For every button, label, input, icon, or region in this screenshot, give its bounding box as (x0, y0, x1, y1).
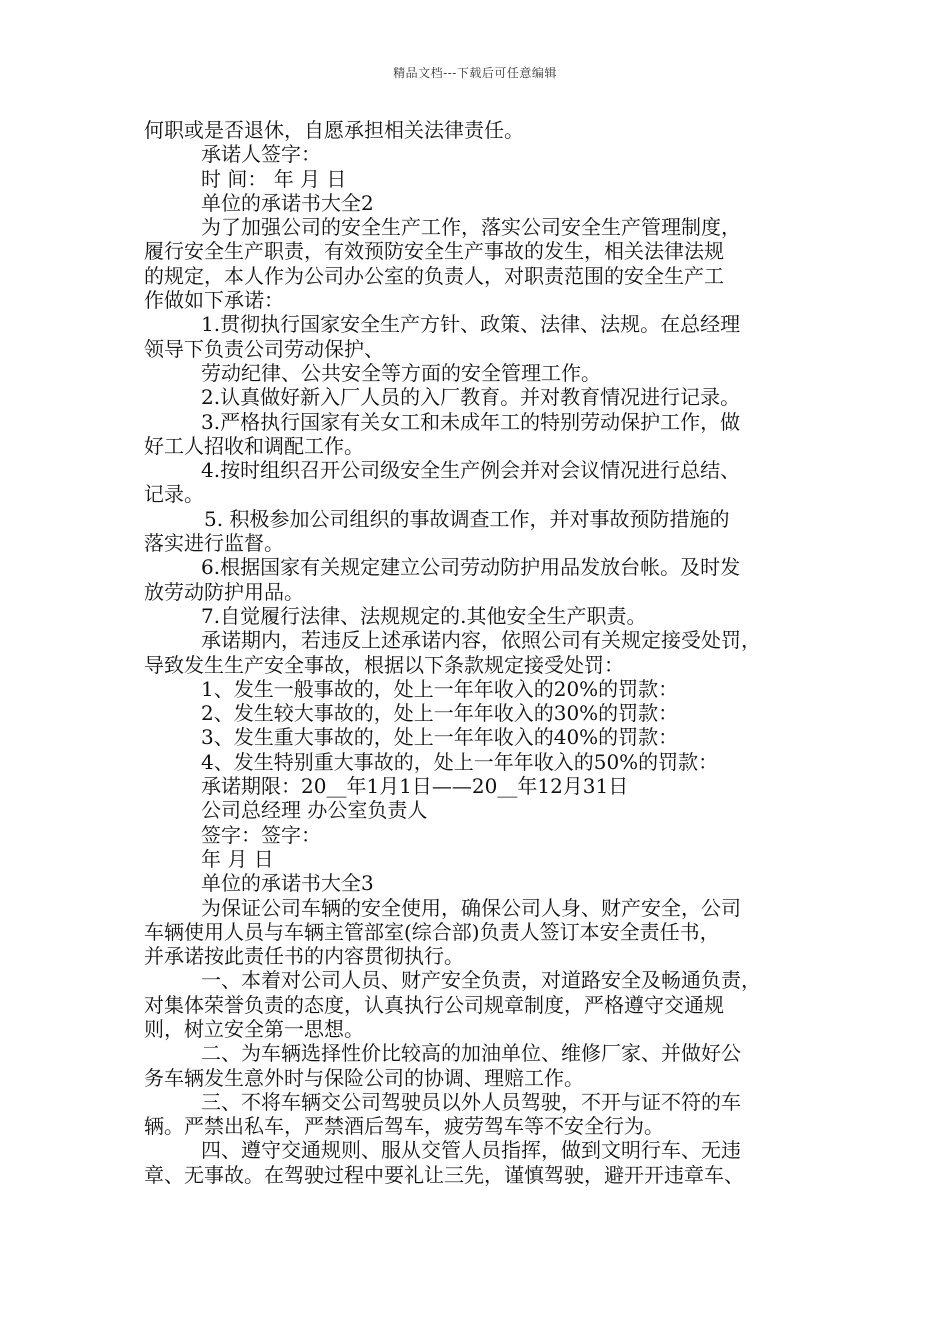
text-line: 导致发生生产安全事故，根据以下条款规定接受处罚： (144, 652, 624, 677)
text-line: 落实进行监督。 (144, 531, 284, 556)
text-line: 承诺期限：20__年1月1日——20__年12月31日 (201, 774, 629, 799)
text-line: 一、本着对公司人员、财产安全负责，对道路安全及畅通负责， (201, 968, 761, 993)
text-line: 4.按时组织召开公司级安全生产例会并对会议情况进行总结、 (201, 458, 741, 483)
text-line: 7.自觉履行法律、法规规定的.其他安全生产职责。 (201, 603, 647, 628)
text-line: 签字：签字： (201, 822, 321, 847)
text-line: 1.贯彻执行国家安全生产方针、政策、法律、法规。在总经理 (201, 312, 741, 337)
text-line: 则，树立安全第一思想。 (144, 1016, 364, 1041)
text-line: 章、无事故。在驾驶过程中要礼让三先，谨慎驾驶，避开开违章车、 (144, 1162, 744, 1187)
text-line: 6.根据国家有关规定建立公司劳动防护用品发放台帐。及时发 (201, 555, 741, 580)
text-line: 3、发生重大事故的，处上一年年收入的40%的罚款： (201, 725, 679, 750)
page-header: 精品文档---下载后可任意编辑 (393, 66, 557, 80)
text-line: 单位的承诺书大全3 (201, 871, 374, 896)
text-line: 劳动纪律、公共安全等方面的安全管理工作。 (201, 360, 601, 385)
text-line: 何职或是否退休，自愿承担相关法律责任。 (144, 118, 524, 142)
text-line: 时 间： 年 月 日 (201, 166, 347, 191)
text-line: 4、发生特别重大事故的，处上一年年收入的50%的罚款： (201, 749, 719, 774)
text-line: 放劳动防护用品。 (144, 579, 304, 604)
text-line: 为保证公司车辆的安全使用，确保公司人身、财产安全，公司 (201, 895, 741, 920)
text-line: 1、发生一般事故的，处上一年年收入的20%的罚款： (201, 676, 679, 701)
text-line: 为了加强公司的安全生产工作，落实公司安全生产管理制度， (201, 215, 741, 240)
document-body (144, 118, 824, 1187)
text-line: 作做如下承诺： (144, 288, 284, 313)
text-line: 公司总经理 办公室负责人 (201, 798, 428, 823)
text-line: 的规定，本人作为公司办公室的负责人，对职责范围的安全生产工 (144, 263, 724, 288)
text-line: 年 月 日 (201, 846, 274, 871)
text-line: 车辆使用人员与车辆主管部室(综合部)负责人签订本安全责任书， (144, 919, 720, 944)
text-line: 领导下负责公司劳动保护、 (144, 336, 384, 361)
text-line: 记录。 (144, 482, 204, 507)
text-line: 对集体荣誉负责的态度，认真执行公司规章制度，严格遵守交通规 (144, 992, 724, 1017)
text-line: 二、为车辆选择性价比较高的加油单位、维修厂家、并做好公 (201, 1041, 741, 1066)
text-line: 履行安全生产职责，有效预防安全生产事故的发生，相关法律法规 (144, 239, 724, 264)
text-line: 好工人招收和调配工作。 (144, 433, 364, 458)
text-line: 单位的承诺书大全2 (201, 190, 374, 215)
text-line: 承诺人签字： (201, 142, 321, 167)
text-line: 三、不将车辆交公司驾驶员以外人员驾驶，不开与证不符的车 (201, 1089, 741, 1114)
text-line: 5. 积极参加公司组织的事故调查工作，并对事故预防措施的 (204, 506, 730, 531)
text-line: 2、发生较大事故的，处上一年年收入的30%的罚款： (201, 701, 679, 726)
text-line: 3.严格执行国家有关女工和未成年工的特别劳动保护工作，做 (201, 409, 741, 434)
text-line: 并承诺按此责任书的内容贯彻执行。 (144, 944, 464, 969)
text-line: 务车辆发生意外时与保险公司的协调、理赔工作。 (144, 1065, 584, 1090)
text-line: 承诺期内，若违反上述承诺内容，依照公司有关规定接受处罚， (201, 628, 761, 653)
text-line: 辆。严禁出私车，严禁酒后驾车，疲劳驾车等不安全行为。 (144, 1114, 664, 1139)
text-line: 2.认真做好新入厂人员的入厂教育。并对教育情况进行记录。 (201, 385, 741, 410)
text-line: 四、遵守交通规则、服从交管人员指挥，做到文明行车、无违 (201, 1138, 741, 1163)
